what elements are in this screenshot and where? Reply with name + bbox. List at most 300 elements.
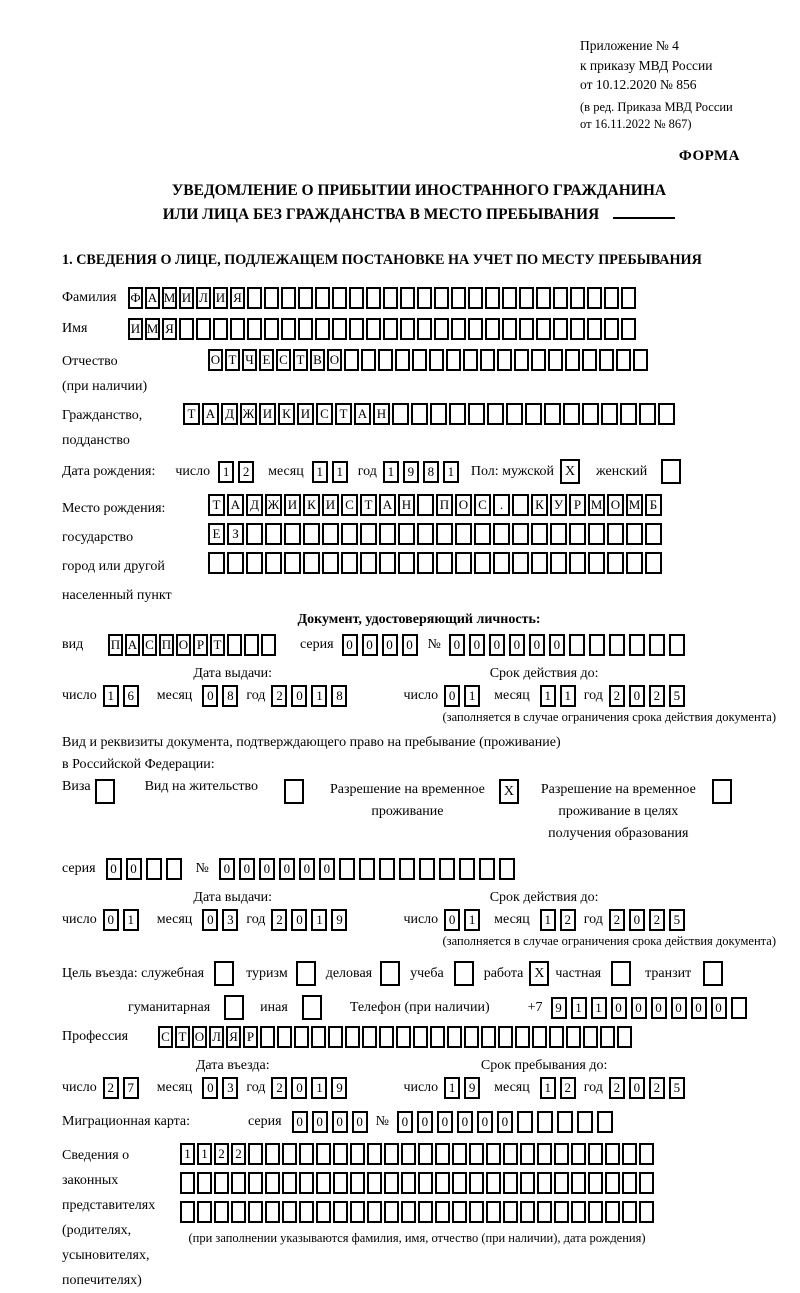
form-cell[interactable] bbox=[449, 403, 466, 425]
form-cell[interactable]: Б bbox=[645, 494, 662, 516]
form-cell[interactable] bbox=[248, 1172, 263, 1194]
form-cell[interactable]: 2 bbox=[609, 1077, 625, 1099]
form-cell[interactable] bbox=[392, 403, 409, 425]
form-cell[interactable]: 0 bbox=[629, 909, 645, 931]
form-cell[interactable]: 0 bbox=[202, 685, 218, 707]
form-cell[interactable]: 1 bbox=[571, 997, 587, 1019]
form-cell[interactable]: Р bbox=[243, 1026, 258, 1048]
form-cell[interactable] bbox=[464, 1026, 479, 1048]
form-cell[interactable]: 8 bbox=[222, 685, 238, 707]
form-cell[interactable]: 0 bbox=[202, 1077, 218, 1099]
form-cell[interactable] bbox=[260, 1026, 275, 1048]
form-cell[interactable]: 0 bbox=[319, 858, 335, 880]
form-cell[interactable] bbox=[604, 318, 619, 340]
form-cell[interactable]: Я bbox=[230, 287, 245, 309]
form-cell[interactable]: 2 bbox=[238, 461, 254, 483]
form-cell[interactable]: 2 bbox=[103, 1077, 119, 1099]
form-cell[interactable]: Я bbox=[162, 318, 177, 340]
form-cell[interactable]: Д bbox=[221, 403, 238, 425]
form-cell[interactable] bbox=[531, 523, 548, 545]
form-cell[interactable]: 1 bbox=[311, 909, 327, 931]
form-cell[interactable] bbox=[600, 1026, 615, 1048]
form-cell[interactable]: Л bbox=[196, 287, 211, 309]
form-cell[interactable]: М bbox=[588, 494, 605, 516]
form-cell[interactable] bbox=[571, 1172, 586, 1194]
form-cell[interactable] bbox=[264, 287, 279, 309]
form-cell[interactable] bbox=[332, 287, 347, 309]
form-cell[interactable] bbox=[605, 1143, 620, 1165]
form-cell[interactable]: 0 bbox=[291, 685, 307, 707]
form-cell[interactable] bbox=[609, 634, 625, 656]
form-cell[interactable] bbox=[400, 287, 415, 309]
form-cell[interactable] bbox=[398, 552, 415, 574]
form-cell[interactable] bbox=[332, 318, 347, 340]
form-cell[interactable]: 2 bbox=[649, 909, 665, 931]
form-cell[interactable]: Т bbox=[210, 634, 225, 656]
form-cell[interactable] bbox=[213, 318, 228, 340]
form-cell[interactable]: О bbox=[327, 349, 342, 371]
form-cell[interactable]: 0 bbox=[219, 858, 235, 880]
purpose-work-checkbox[interactable]: X bbox=[529, 961, 549, 986]
form-cell[interactable] bbox=[350, 1172, 365, 1194]
visa-checkbox[interactable] bbox=[95, 779, 115, 804]
form-cell[interactable] bbox=[227, 634, 242, 656]
form-cell[interactable] bbox=[485, 318, 500, 340]
form-cell[interactable]: М bbox=[626, 494, 643, 516]
form-cell[interactable] bbox=[639, 1201, 654, 1223]
form-cell[interactable]: Т bbox=[335, 403, 352, 425]
form-cell[interactable] bbox=[553, 318, 568, 340]
form-cell[interactable] bbox=[469, 1143, 484, 1165]
form-cell[interactable] bbox=[452, 1201, 467, 1223]
form-cell[interactable] bbox=[284, 523, 301, 545]
form-cell[interactable] bbox=[417, 552, 434, 574]
form-cell[interactable] bbox=[439, 858, 455, 880]
form-cell[interactable] bbox=[459, 858, 475, 880]
form-cell[interactable] bbox=[639, 1143, 654, 1165]
form-cell[interactable] bbox=[607, 523, 624, 545]
form-cell[interactable] bbox=[537, 1143, 552, 1165]
form-cell[interactable] bbox=[588, 1172, 603, 1194]
form-cell[interactable]: С bbox=[341, 494, 358, 516]
form-cell[interactable] bbox=[587, 287, 602, 309]
form-cell[interactable] bbox=[486, 1201, 501, 1223]
form-cell[interactable] bbox=[570, 318, 585, 340]
form-cell[interactable] bbox=[446, 349, 461, 371]
form-cell[interactable] bbox=[622, 1143, 637, 1165]
form-cell[interactable] bbox=[328, 1026, 343, 1048]
form-cell[interactable] bbox=[731, 997, 747, 1019]
form-cell[interactable]: 0 bbox=[332, 1111, 348, 1133]
form-cell[interactable] bbox=[383, 287, 398, 309]
form-cell[interactable] bbox=[548, 349, 563, 371]
purpose-study-checkbox[interactable] bbox=[454, 961, 474, 986]
form-cell[interactable]: И bbox=[213, 287, 228, 309]
purpose-humanitarian-checkbox[interactable] bbox=[224, 995, 244, 1020]
form-cell[interactable]: П bbox=[159, 634, 174, 656]
form-cell[interactable]: Е bbox=[259, 349, 274, 371]
form-cell[interactable] bbox=[514, 349, 529, 371]
form-cell[interactable]: Л bbox=[209, 1026, 224, 1048]
form-cell[interactable] bbox=[474, 552, 491, 574]
form-cell[interactable]: 0 bbox=[509, 634, 525, 656]
form-cell[interactable] bbox=[569, 634, 585, 656]
form-cell[interactable]: К bbox=[531, 494, 548, 516]
form-cell[interactable] bbox=[498, 1026, 513, 1048]
form-cell[interactable] bbox=[265, 1143, 280, 1165]
form-cell[interactable] bbox=[349, 318, 364, 340]
purpose-tourism-checkbox[interactable] bbox=[296, 961, 316, 986]
form-cell[interactable] bbox=[550, 552, 567, 574]
form-cell[interactable]: 0 bbox=[437, 1111, 453, 1133]
form-cell[interactable]: 2 bbox=[214, 1143, 229, 1165]
form-cell[interactable] bbox=[294, 1026, 309, 1048]
form-cell[interactable] bbox=[265, 523, 282, 545]
form-cell[interactable]: 0 bbox=[457, 1111, 473, 1133]
form-cell[interactable] bbox=[506, 403, 523, 425]
form-cell[interactable] bbox=[588, 523, 605, 545]
form-cell[interactable] bbox=[620, 403, 637, 425]
form-cell[interactable] bbox=[468, 318, 483, 340]
form-cell[interactable] bbox=[622, 1172, 637, 1194]
form-cell[interactable] bbox=[544, 403, 561, 425]
form-cell[interactable]: 0 bbox=[312, 1111, 328, 1133]
form-cell[interactable] bbox=[621, 318, 636, 340]
form-cell[interactable] bbox=[435, 1143, 450, 1165]
form-cell[interactable] bbox=[532, 1026, 547, 1048]
form-cell[interactable] bbox=[398, 523, 415, 545]
form-cell[interactable] bbox=[436, 552, 453, 574]
form-cell[interactable] bbox=[645, 552, 662, 574]
form-cell[interactable] bbox=[435, 1172, 450, 1194]
form-cell[interactable] bbox=[345, 1026, 360, 1048]
form-cell[interactable]: 9 bbox=[331, 1077, 347, 1099]
form-cell[interactable]: О bbox=[455, 494, 472, 516]
form-cell[interactable]: 3 bbox=[222, 909, 238, 931]
form-cell[interactable] bbox=[265, 552, 282, 574]
form-cell[interactable] bbox=[379, 523, 396, 545]
form-cell[interactable] bbox=[429, 349, 444, 371]
form-cell[interactable] bbox=[231, 1172, 246, 1194]
form-cell[interactable] bbox=[401, 1172, 416, 1194]
form-cell[interactable]: 1 bbox=[383, 461, 399, 483]
form-cell[interactable] bbox=[197, 1172, 212, 1194]
purpose-other-checkbox[interactable] bbox=[302, 995, 322, 1020]
form-cell[interactable]: С bbox=[142, 634, 157, 656]
form-cell[interactable] bbox=[246, 523, 263, 545]
form-cell[interactable] bbox=[503, 1143, 518, 1165]
form-cell[interactable]: 0 bbox=[382, 634, 398, 656]
form-cell[interactable]: 1 bbox=[444, 1077, 460, 1099]
form-cell[interactable]: 0 bbox=[103, 909, 119, 931]
form-cell[interactable]: 0 bbox=[651, 997, 667, 1019]
form-cell[interactable]: 1 bbox=[540, 685, 556, 707]
form-cell[interactable] bbox=[519, 318, 534, 340]
form-cell[interactable]: К bbox=[278, 403, 295, 425]
form-cell[interactable] bbox=[451, 287, 466, 309]
form-cell[interactable] bbox=[531, 552, 548, 574]
form-cell[interactable] bbox=[486, 1143, 501, 1165]
form-cell[interactable]: 9 bbox=[403, 461, 419, 483]
form-cell[interactable] bbox=[622, 1201, 637, 1223]
form-cell[interactable]: С bbox=[276, 349, 291, 371]
form-cell[interactable] bbox=[582, 403, 599, 425]
form-cell[interactable] bbox=[208, 552, 225, 574]
form-cell[interactable]: О bbox=[176, 634, 191, 656]
form-cell[interactable]: О bbox=[192, 1026, 207, 1048]
form-cell[interactable] bbox=[571, 1143, 586, 1165]
form-cell[interactable]: Н bbox=[398, 494, 415, 516]
form-cell[interactable] bbox=[333, 1143, 348, 1165]
form-cell[interactable] bbox=[282, 1201, 297, 1223]
form-cell[interactable] bbox=[396, 1026, 411, 1048]
form-cell[interactable]: С bbox=[158, 1026, 173, 1048]
form-cell[interactable] bbox=[502, 318, 517, 340]
form-cell[interactable] bbox=[333, 1201, 348, 1223]
form-cell[interactable]: А bbox=[227, 494, 244, 516]
form-cell[interactable] bbox=[248, 1201, 263, 1223]
form-cell[interactable] bbox=[400, 318, 415, 340]
form-cell[interactable]: 0 bbox=[299, 858, 315, 880]
form-cell[interactable]: 1 bbox=[311, 685, 327, 707]
form-cell[interactable]: А bbox=[202, 403, 219, 425]
form-cell[interactable] bbox=[565, 349, 580, 371]
form-cell[interactable]: 0 bbox=[477, 1111, 493, 1133]
form-cell[interactable] bbox=[629, 634, 645, 656]
form-cell[interactable] bbox=[605, 1172, 620, 1194]
form-cell[interactable]: 1 bbox=[464, 685, 480, 707]
form-cell[interactable] bbox=[525, 403, 542, 425]
form-cell[interactable] bbox=[493, 552, 510, 574]
form-cell[interactable] bbox=[468, 403, 485, 425]
form-cell[interactable] bbox=[247, 287, 262, 309]
form-cell[interactable] bbox=[607, 552, 624, 574]
form-cell[interactable] bbox=[621, 287, 636, 309]
form-cell[interactable] bbox=[282, 1172, 297, 1194]
form-cell[interactable] bbox=[360, 523, 377, 545]
form-cell[interactable] bbox=[246, 552, 263, 574]
form-cell[interactable]: Т bbox=[293, 349, 308, 371]
form-cell[interactable] bbox=[350, 1143, 365, 1165]
form-cell[interactable]: 2 bbox=[649, 1077, 665, 1099]
form-cell[interactable] bbox=[474, 523, 491, 545]
form-cell[interactable] bbox=[587, 318, 602, 340]
form-cell[interactable] bbox=[503, 1172, 518, 1194]
form-cell[interactable] bbox=[563, 403, 580, 425]
form-cell[interactable]: 2 bbox=[560, 909, 576, 931]
form-cell[interactable]: 9 bbox=[331, 909, 347, 931]
form-cell[interactable] bbox=[341, 552, 358, 574]
form-cell[interactable] bbox=[537, 1201, 552, 1223]
form-cell[interactable] bbox=[399, 858, 415, 880]
form-cell[interactable] bbox=[520, 1143, 535, 1165]
form-cell[interactable]: 8 bbox=[423, 461, 439, 483]
form-cell[interactable] bbox=[468, 287, 483, 309]
form-cell[interactable]: Т bbox=[360, 494, 377, 516]
form-cell[interactable] bbox=[315, 318, 330, 340]
form-cell[interactable]: 2 bbox=[271, 909, 287, 931]
purpose-official-checkbox[interactable] bbox=[214, 961, 234, 986]
form-cell[interactable]: Р bbox=[193, 634, 208, 656]
form-cell[interactable]: И bbox=[128, 318, 143, 340]
form-cell[interactable] bbox=[633, 349, 648, 371]
form-cell[interactable]: 2 bbox=[609, 685, 625, 707]
form-cell[interactable] bbox=[362, 1026, 377, 1048]
form-cell[interactable]: 0 bbox=[279, 858, 295, 880]
form-cell[interactable]: Е bbox=[208, 523, 225, 545]
form-cell[interactable] bbox=[281, 287, 296, 309]
form-cell[interactable] bbox=[639, 403, 656, 425]
form-cell[interactable]: 9 bbox=[551, 997, 567, 1019]
form-cell[interactable] bbox=[536, 318, 551, 340]
form-cell[interactable] bbox=[582, 349, 597, 371]
form-cell[interactable] bbox=[350, 1201, 365, 1223]
form-cell[interactable] bbox=[520, 1201, 535, 1223]
form-cell[interactable] bbox=[401, 1143, 416, 1165]
form-cell[interactable]: 1 bbox=[540, 909, 556, 931]
form-cell[interactable] bbox=[349, 287, 364, 309]
form-cell[interactable] bbox=[401, 1201, 416, 1223]
form-cell[interactable]: 0 bbox=[711, 997, 727, 1019]
form-cell[interactable] bbox=[597, 1111, 613, 1133]
form-cell[interactable]: 5 bbox=[669, 1077, 685, 1099]
form-cell[interactable] bbox=[360, 552, 377, 574]
form-cell[interactable]: Н bbox=[373, 403, 390, 425]
form-cell[interactable]: 2 bbox=[609, 909, 625, 931]
form-cell[interactable] bbox=[359, 858, 375, 880]
form-cell[interactable]: З bbox=[227, 523, 244, 545]
form-cell[interactable] bbox=[384, 1143, 399, 1165]
form-cell[interactable] bbox=[499, 858, 515, 880]
form-cell[interactable] bbox=[333, 1172, 348, 1194]
form-cell[interactable] bbox=[571, 1201, 586, 1223]
form-cell[interactable] bbox=[341, 523, 358, 545]
form-cell[interactable]: 0 bbox=[259, 858, 275, 880]
form-cell[interactable] bbox=[417, 287, 432, 309]
form-cell[interactable]: М bbox=[162, 287, 177, 309]
form-cell[interactable] bbox=[554, 1201, 569, 1223]
form-cell[interactable]: 0 bbox=[417, 1111, 433, 1133]
form-cell[interactable] bbox=[486, 1172, 501, 1194]
form-cell[interactable]: 0 bbox=[497, 1111, 513, 1133]
form-cell[interactable] bbox=[281, 318, 296, 340]
form-cell[interactable] bbox=[512, 494, 529, 516]
form-cell[interactable] bbox=[605, 1201, 620, 1223]
form-cell[interactable] bbox=[588, 552, 605, 574]
form-cell[interactable] bbox=[282, 1143, 297, 1165]
form-cell[interactable]: Т bbox=[175, 1026, 190, 1048]
form-cell[interactable] bbox=[413, 1026, 428, 1048]
form-cell[interactable] bbox=[284, 552, 301, 574]
form-cell[interactable]: 1 bbox=[443, 461, 459, 483]
form-cell[interactable]: Ф bbox=[128, 287, 143, 309]
form-cell[interactable] bbox=[479, 858, 495, 880]
form-cell[interactable] bbox=[452, 1172, 467, 1194]
form-cell[interactable] bbox=[658, 403, 675, 425]
temp-residence-edu-checkbox[interactable] bbox=[712, 779, 732, 804]
form-cell[interactable]: И bbox=[322, 494, 339, 516]
form-cell[interactable]: И bbox=[284, 494, 301, 516]
form-cell[interactable] bbox=[497, 349, 512, 371]
form-cell[interactable] bbox=[517, 1111, 533, 1133]
form-cell[interactable]: 2 bbox=[271, 1077, 287, 1099]
form-cell[interactable] bbox=[463, 349, 478, 371]
form-cell[interactable] bbox=[604, 287, 619, 309]
form-cell[interactable]: А bbox=[145, 287, 160, 309]
form-cell[interactable] bbox=[264, 318, 279, 340]
form-cell[interactable]: П bbox=[108, 634, 123, 656]
form-cell[interactable]: 8 bbox=[331, 685, 347, 707]
form-cell[interactable]: 3 bbox=[222, 1077, 238, 1099]
form-cell[interactable] bbox=[244, 634, 259, 656]
form-cell[interactable] bbox=[626, 552, 643, 574]
form-cell[interactable] bbox=[339, 858, 355, 880]
form-cell[interactable] bbox=[536, 287, 551, 309]
form-cell[interactable]: . bbox=[493, 494, 510, 516]
purpose-transit-checkbox[interactable] bbox=[703, 961, 723, 986]
form-cell[interactable]: С bbox=[474, 494, 491, 516]
form-cell[interactable] bbox=[430, 1026, 445, 1048]
form-cell[interactable] bbox=[570, 287, 585, 309]
form-cell[interactable] bbox=[451, 318, 466, 340]
form-cell[interactable]: А bbox=[379, 494, 396, 516]
form-cell[interactable] bbox=[303, 523, 320, 545]
form-cell[interactable] bbox=[616, 349, 631, 371]
residence-permit-checkbox[interactable] bbox=[284, 779, 304, 804]
form-cell[interactable]: О bbox=[208, 349, 223, 371]
form-cell[interactable]: 6 bbox=[123, 685, 139, 707]
form-cell[interactable] bbox=[299, 1201, 314, 1223]
form-cell[interactable]: 1 bbox=[540, 1077, 556, 1099]
form-cell[interactable] bbox=[180, 1172, 195, 1194]
form-cell[interactable] bbox=[367, 1172, 382, 1194]
form-cell[interactable]: 0 bbox=[489, 634, 505, 656]
form-cell[interactable]: 0 bbox=[549, 634, 565, 656]
form-cell[interactable] bbox=[379, 552, 396, 574]
form-cell[interactable] bbox=[411, 403, 428, 425]
form-cell[interactable] bbox=[481, 1026, 496, 1048]
form-cell[interactable] bbox=[577, 1111, 593, 1133]
form-cell[interactable]: 0 bbox=[352, 1111, 368, 1133]
form-cell[interactable]: 0 bbox=[362, 634, 378, 656]
form-cell[interactable] bbox=[645, 523, 662, 545]
form-cell[interactable]: 0 bbox=[671, 997, 687, 1019]
form-cell[interactable]: 0 bbox=[402, 634, 418, 656]
form-cell[interactable]: 0 bbox=[202, 909, 218, 931]
form-cell[interactable] bbox=[583, 1026, 598, 1048]
form-cell[interactable] bbox=[569, 552, 586, 574]
form-cell[interactable] bbox=[180, 1201, 195, 1223]
form-cell[interactable]: 9 bbox=[464, 1077, 480, 1099]
form-cell[interactable] bbox=[316, 1143, 331, 1165]
form-cell[interactable] bbox=[669, 634, 685, 656]
form-cell[interactable]: 0 bbox=[444, 909, 460, 931]
form-cell[interactable]: 1 bbox=[311, 1077, 327, 1099]
form-cell[interactable] bbox=[379, 858, 395, 880]
form-cell[interactable]: 1 bbox=[197, 1143, 212, 1165]
form-cell[interactable]: Ч bbox=[242, 349, 257, 371]
form-cell[interactable]: 1 bbox=[103, 685, 119, 707]
form-cell[interactable] bbox=[214, 1201, 229, 1223]
gender-male-checkbox[interactable]: X bbox=[560, 459, 580, 484]
form-cell[interactable] bbox=[554, 1172, 569, 1194]
form-cell[interactable] bbox=[322, 552, 339, 574]
form-cell[interactable] bbox=[537, 1172, 552, 1194]
form-cell[interactable] bbox=[455, 552, 472, 574]
form-cell[interactable] bbox=[601, 403, 618, 425]
form-cell[interactable]: 0 bbox=[529, 634, 545, 656]
form-cell[interactable] bbox=[303, 552, 320, 574]
